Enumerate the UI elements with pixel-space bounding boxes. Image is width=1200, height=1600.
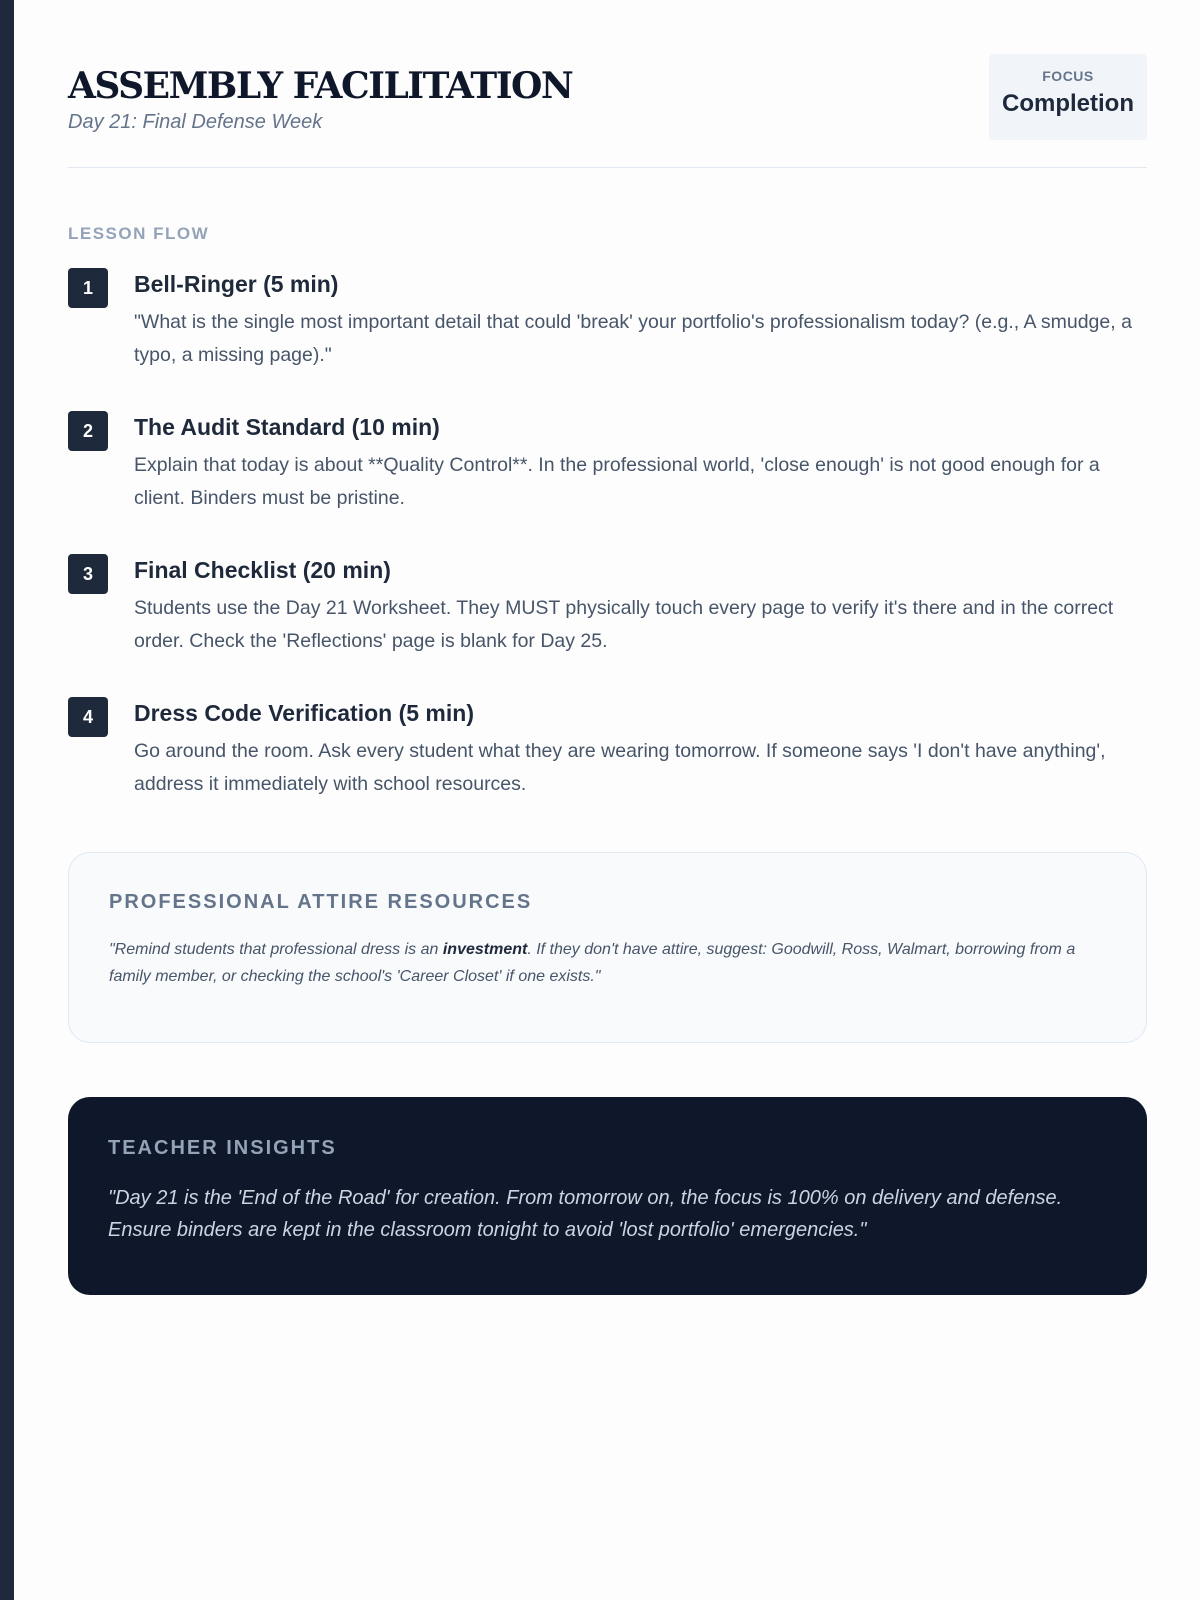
- page-header: [68, 54, 1147, 168]
- focus-value: Completion: [1002, 90, 1134, 117]
- step-description: Explain that today is about **Quality Control**. In the professional world, 'close enough' is not good enough for a client. Binders must be pristine.: [134, 454, 1100, 509]
- attire-text-emphasis: investment: [442, 941, 528, 958]
- lesson-step: [68, 554, 1147, 699]
- attire-text-end: . If they don't have attire, suggest: Goodwill, Ross, Walmart, borrowing from a family member, or checking the school's 'Career Closet' if one exists.": [109, 941, 1076, 985]
- lesson-step: [68, 697, 1147, 842]
- attire-resources-text: [109, 936, 1106, 990]
- step-number-badge: 3: [68, 554, 108, 594]
- step-number-badge: 1: [68, 268, 108, 308]
- teacher-insights-text: "Day 21 is the 'End of the Road' for creation. From tomorrow on, the focus is 100% on delivery and defense. Ensure binders are kept in the classroom tonight to avoid 'lost portfolio' emergencies.": [108, 1187, 1063, 1241]
- teacher-insights-title: TEACHER INSIGHTS: [108, 1137, 337, 1159]
- attire-resources-title: PROFESSIONAL ATTIRE RESOURCES: [109, 891, 533, 913]
- lesson-content: [68, 54, 1147, 1295]
- step-title: Bell-Ringer (5 min): [134, 271, 339, 297]
- lesson-step: [68, 411, 1147, 556]
- step-description: Go around the room. Ask every student what they are wearing tomorrow. If someone says 'I don't have anything', address it immediately with school resources.: [134, 740, 1106, 795]
- step-description: Students use the Day 21 Worksheet. They MUST physically touch every page to verify it's there and in the correct order. Check the 'Reflections' page is blank for Day 25.: [134, 597, 1114, 652]
- step-title: The Audit Standard (10 min): [134, 414, 440, 440]
- attire-text-start: "Remind students that professional dress is an: [109, 941, 443, 958]
- page-title: ASSEMBLY FACILITATION: [68, 65, 573, 107]
- step-title: Final Checklist (20 min): [134, 557, 391, 583]
- step-description: "What is the single most important detail that could 'break' your portfolio's professionalism today? (e.g., A smudge, a typo, a missing page).": [134, 311, 1132, 366]
- step-number-badge: 4: [68, 697, 108, 737]
- focus-badge: [989, 54, 1147, 140]
- page-subtitle: Day 21: Final Defense Week: [68, 111, 323, 133]
- step-title: Dress Code Verification (5 min): [134, 700, 474, 726]
- lesson-steps: [68, 268, 1147, 842]
- attire-resources-card: [68, 852, 1147, 1043]
- lesson-flow-label: LESSON FLOW: [68, 224, 210, 243]
- left-accent-bar: [0, 0, 14, 1600]
- teacher-insights-card: [68, 1097, 1147, 1295]
- focus-label: FOCUS: [1042, 68, 1094, 84]
- step-number-badge: 2: [68, 411, 108, 451]
- lesson-step: [68, 268, 1147, 413]
